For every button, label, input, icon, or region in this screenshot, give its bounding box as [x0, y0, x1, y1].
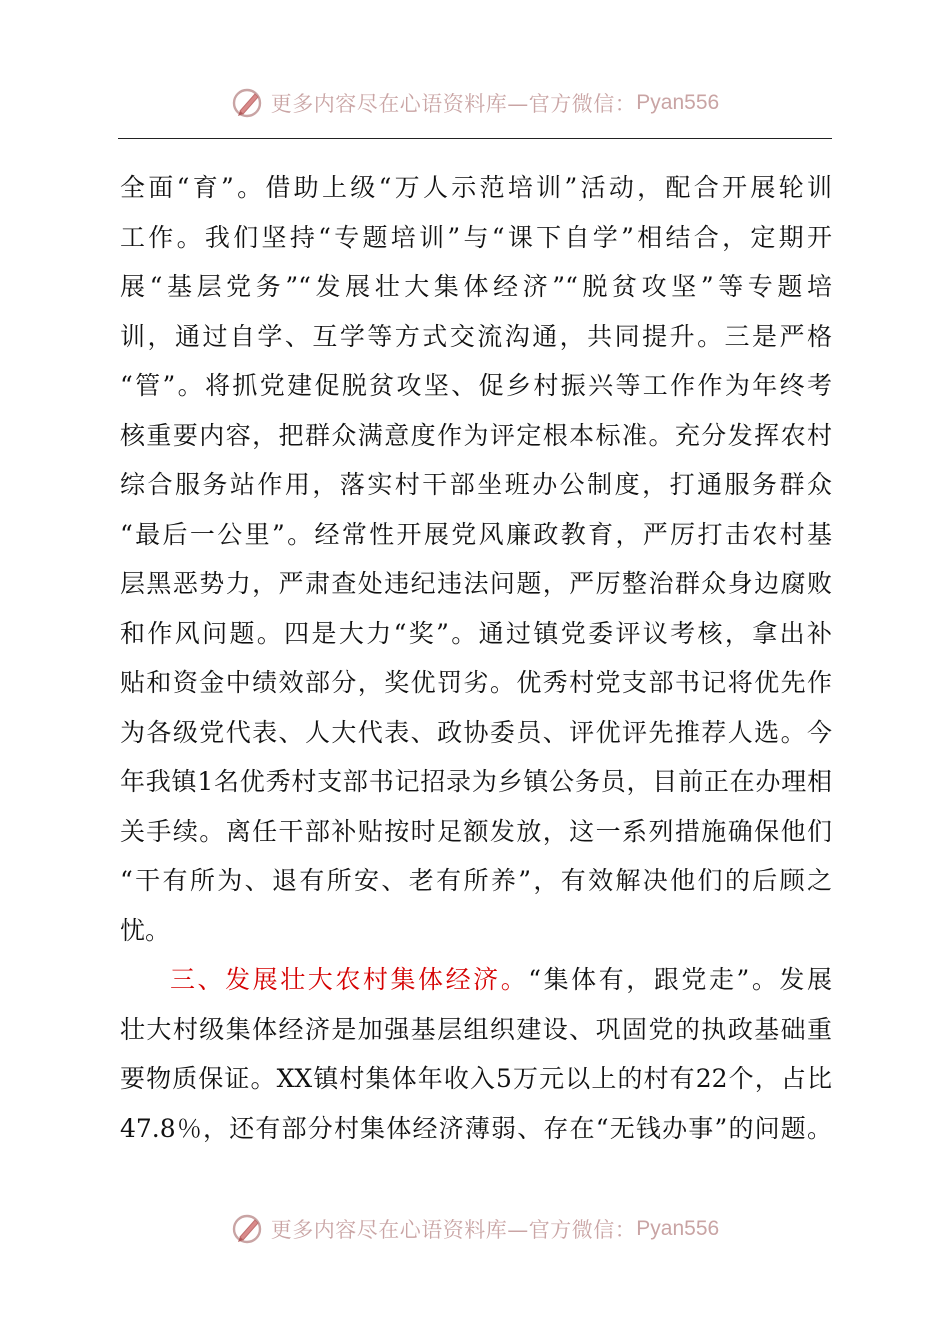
body-line: 和作风问题。四是大力“奖”。通过镇党委评议考核，拿出补: [120, 618, 832, 648]
document-body: [120, 163, 832, 1153]
pen-logo-icon: [231, 86, 265, 120]
header-banner: [0, 83, 950, 123]
body-line: 核重要内容，把群众满意度作为评定根本标准。充分发挥农村: [120, 420, 832, 450]
body-line: 要物质保证。XX镇村集体年收入5万元以上的村有22个，占比: [120, 1064, 832, 1093]
footer-banner-text: 更多内容尽在心语资料库—官方微信：: [270, 1218, 637, 1242]
body-line: 综合服务站作用，落实村干部坐班办公制度，打通服务群众: [120, 470, 832, 499]
body-line: “最后一公里”。经常性开展党风廉政教育，严厉打击农村基: [120, 519, 832, 549]
header-wechat-id: Pyan556: [636, 91, 720, 114]
footer-banner: [0, 1209, 950, 1249]
body-line: “管”。将抓党建促脱贫攻坚、促乡村振兴等工作作为年终考: [120, 371, 832, 400]
body-line: 训，通过自学、互学等方式交流沟通，共同提升。三是严格: [120, 321, 832, 351]
body-line: 贴和资金中绩效部分，奖优罚劣。优秀村党支部书记将优先作: [120, 668, 832, 697]
body-line: 关手续。离任干部补贴按时足额发放，这一系列措施确保他们: [120, 816, 832, 846]
header-banner-text: 更多内容尽在心语资料库—官方微信：: [270, 92, 637, 116]
footer-wechat-id: Pyan556: [636, 1217, 720, 1240]
body-line: “干有所为、退有所安、老有所养”，有效解决他们的后顾之: [120, 866, 832, 895]
body-line: 忧。: [120, 915, 171, 945]
body-line: 工作。我们坚持“专题培训”与“课下自学”相结合，定期开: [120, 222, 832, 252]
body-line: 层黑恶势力，严肃查处违纪违法问题，严厉整治群众身边腐败: [120, 569, 832, 598]
body-line: 47.8％，还有部分村集体经济薄弱、存在“无钱办事”的问题。: [120, 1113, 832, 1143]
body-line: 展“基层党务”“发展壮大集体经济”“脱贫攻坚”等专题培: [120, 272, 832, 301]
pen-logo-icon: [231, 1212, 265, 1246]
section-3-heading: 三、发展壮大农村集体经济。: [170, 965, 529, 994]
section-3-first-line-text: “集体有，跟党走”。发展: [528, 965, 832, 994]
body-line: 壮大村级集体经济是加强基层组织建设、巩固党的执政基础重: [120, 1014, 832, 1044]
body-line: 为各级党代表、人大代表、政协委员、评优评先推荐人选。今: [120, 717, 832, 747]
body-line: 全面“育”。借助上级“万人示范培训”活动，配合开展轮训: [120, 173, 832, 202]
header-divider: [118, 138, 832, 139]
body-line: 年我镇1名优秀村支部书记招录为乡镇公务员，目前正在办理相: [120, 767, 832, 796]
section-3-first-line: [120, 955, 832, 1005]
